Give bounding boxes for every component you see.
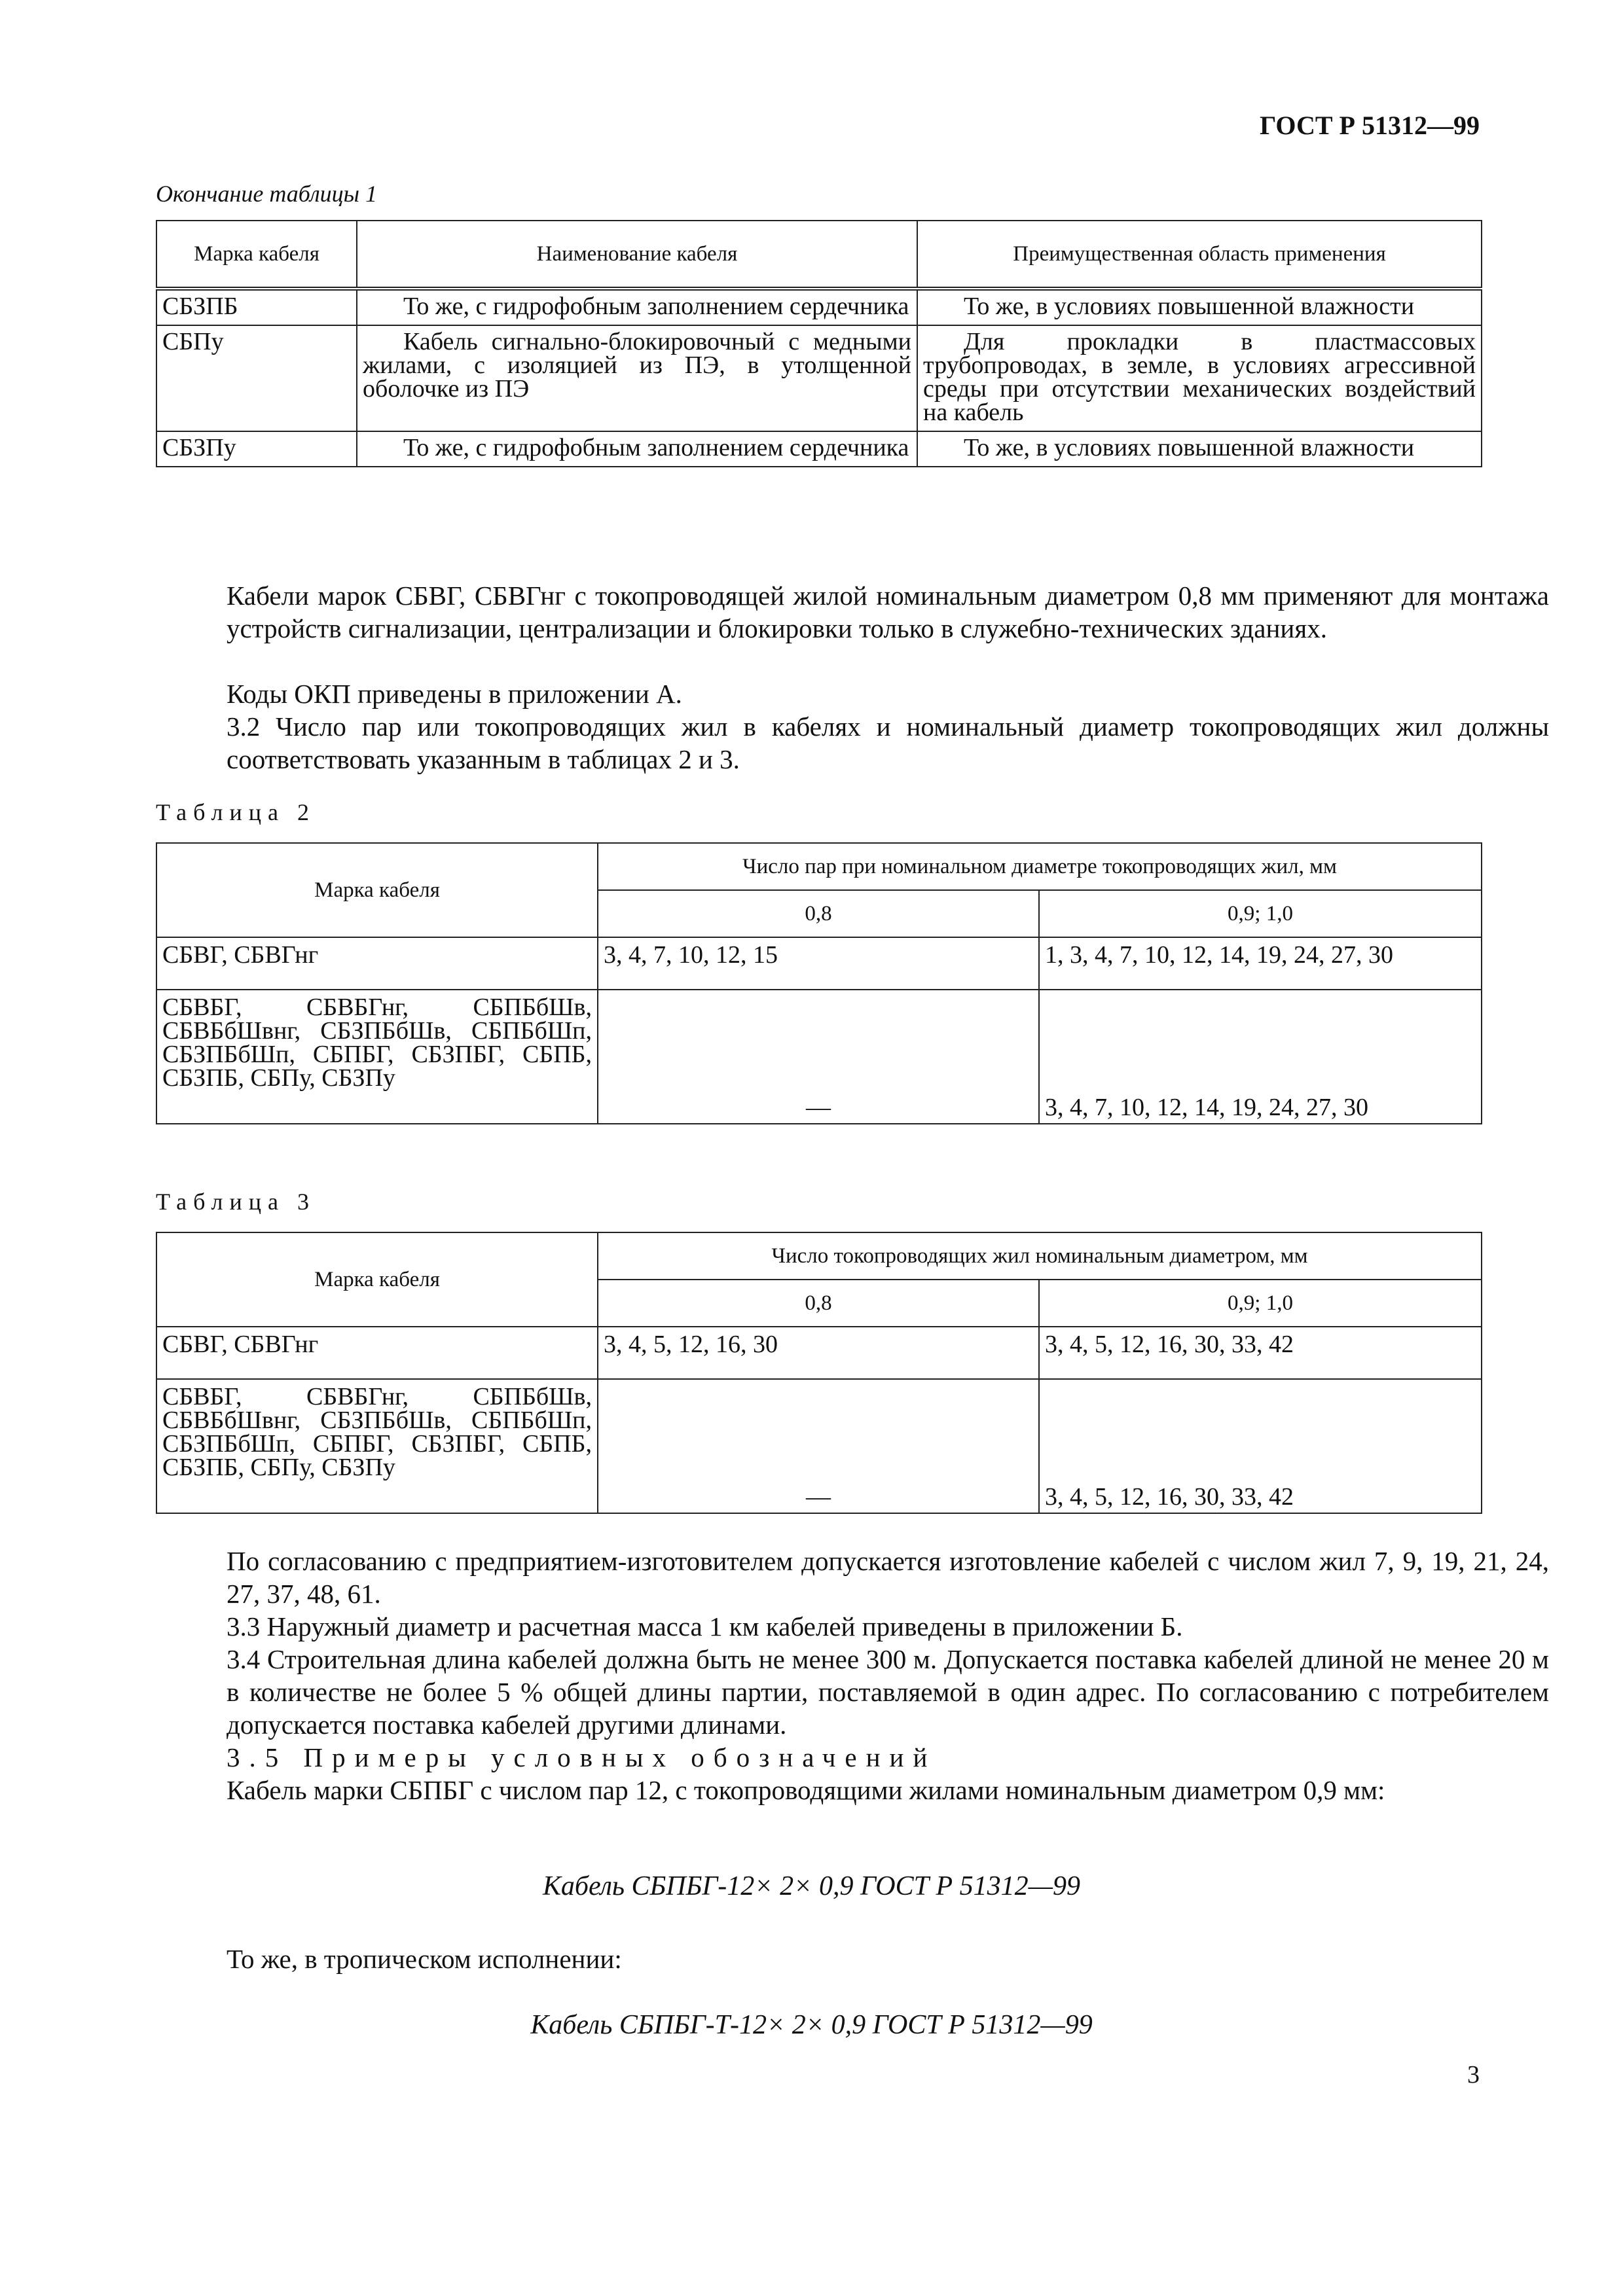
table3-subheader-0-8: 0,8 xyxy=(598,1280,1039,1327)
table1-cell: То же, с гидрофобным заполнением сердечника xyxy=(357,431,917,467)
table2-cell: 3, 4, 7, 10, 12, 14, 19, 24, 27, 30 xyxy=(1039,990,1482,1124)
paragraph-3-4: 3.4 Строительная длина кабелей должна быть не менее 300 м. Допускается поставка кабелей длиной не менее 20 м в количестве не более 5 % общей длины партии, поставляемой в один адрес. По согласованию с потребителем допускается поставка кабелей другими длинами. xyxy=(227,1644,1549,1740)
table3-cell: 3, 4, 5, 12, 16, 30, 33, 42 xyxy=(1039,1379,1482,1513)
table2-cell: СБВГ, СБВГнг xyxy=(156,937,598,990)
table1-caption: Окончание таблицы 1 xyxy=(156,181,378,207)
table3-cell: 3, 4, 5, 12, 16, 30, 33, 42 xyxy=(1039,1327,1482,1379)
page-number: 3 xyxy=(1467,2061,1480,2089)
table2-cell: — xyxy=(598,990,1039,1124)
table1-cell: То же, в условиях повышенной влажности xyxy=(917,431,1482,467)
table-row xyxy=(156,325,1482,431)
designation-example-1: Кабель СБПБГ-12× 2× 0,9 ГОСТ Р 51312—99 xyxy=(542,1871,1081,1901)
table3-caption: Таблица 3 xyxy=(156,1189,316,1215)
paragraph-3-5-heading: 3.5 Примеры условных обозначений xyxy=(227,1742,937,1772)
table2-cell: 3, 4, 7, 10, 12, 15 xyxy=(598,937,1039,990)
paragraph-example-intro: Кабель марки СБПБГ с числом пар 12, с токопроводящими жилами номинальным диаметром 0,9 мм: xyxy=(227,1775,1385,1805)
table2-caption: Таблица 2 xyxy=(156,799,316,825)
table2-header-brand: Марка кабеля xyxy=(156,843,598,937)
table-row xyxy=(156,289,1482,325)
paragraph-tropical: То же, в тропическом исполнении: xyxy=(227,1944,622,1974)
table2-cell: 1, 3, 4, 7, 10, 12, 14, 19, 24, 27, 30 xyxy=(1039,937,1482,990)
designation-example-2: Кабель СБПБГ-Т-12× 2× 0,9 ГОСТ Р 51312—99 xyxy=(530,2010,1093,2040)
paragraph-conductor-count: По согласованию с предприятием-изготовителем допускается изготовление кабелей с числом жил 7, 9, 19, 21, 24, 27, 37, 48, 61. xyxy=(227,1546,1549,1609)
table3-header-brand: Марка кабеля xyxy=(156,1232,598,1327)
table-1 xyxy=(156,220,1482,467)
paragraph-3-3: 3.3 Наружный диаметр и расчетная масса 1 км кабелей приведены в приложении Б. xyxy=(227,1611,1183,1641)
table1-cell: То же, в условиях повышенной влажности xyxy=(917,289,1482,325)
table3-cell: СБВГ, СБВГнг xyxy=(156,1327,598,1379)
table1-header-application: Преимущественная область применения xyxy=(917,221,1482,289)
table2-cell: СБВБГ, СБВБГнг, СБПБбШв, СБВБбШвнг, СБЗПБбШв, СБПБбШп, СБЗПБбШп, СБПБГ, СБЗПБГ, СБПБ, СБЗПБ, СБПу, СБЗПу xyxy=(156,990,598,1124)
paragraph-cable-usage: Кабели марок СБВГ, СБВГнг с токопроводящей жилой номинальным диаметром 0,8 мм применяют для монтажа устройств сигнализации, централизации и блокировки только в служебно-технических зданиях. xyxy=(227,581,1549,643)
page-header-standard: ГОСТ Р 51312—99 xyxy=(1259,111,1480,140)
table1-header-name: Наименование кабеля xyxy=(357,221,917,289)
table-3 xyxy=(156,1232,1482,1514)
table1-cell: СБЗПБ xyxy=(156,289,357,325)
table-row xyxy=(156,990,1482,1124)
table3-cell: СБВБГ, СБВБГнг, СБПБбШв, СБВБбШвнг, СБЗПБбШв, СБПБбШп, СБЗПБбШп, СБПБГ, СБЗПБГ, СБПБ, СБЗПБ, СБПу, СБЗПу xyxy=(156,1379,598,1513)
table-row xyxy=(156,937,1482,990)
table3-subheader-0-9-1-0: 0,9; 1,0 xyxy=(1039,1280,1482,1327)
table2-header-pairs: Число пар при номинальном диаметре токопроводящих жил, мм xyxy=(598,843,1482,890)
table3-cell: 3, 4, 5, 12, 16, 30 xyxy=(598,1327,1039,1379)
table-row xyxy=(156,1379,1482,1513)
table1-header-brand: Марка кабеля xyxy=(156,221,357,289)
table1-cell: СБЗПу xyxy=(156,431,357,467)
table1-cell: Для прокладки в пластмассовых трубопроводах, в земле, в условиях агрессивной среды при отсутствии механических воздействий на кабель xyxy=(917,325,1482,431)
table2-subheader-0-9-1-0: 0,9; 1,0 xyxy=(1039,890,1482,937)
paragraph-3-2: 3.2 Число пар или токопроводящих жил в кабелях и номинальный диаметр токопроводящих жил должны соответствовать указанным в таблицах 2 и 3. xyxy=(227,711,1549,774)
table-2 xyxy=(156,842,1482,1124)
table1-cell: Кабель сигнально-блокировочный с медными жилами, с изоляцией из ПЭ, в утолщенной оболочке из ПЭ xyxy=(357,325,917,431)
paragraph-okp-codes: Коды ОКП приведены в приложении А. xyxy=(227,679,682,709)
table1-cell: СБПу xyxy=(156,325,357,431)
table-row xyxy=(156,1327,1482,1379)
table3-cell: — xyxy=(598,1379,1039,1513)
table1-cell: То же, с гидрофобным заполнением сердечника xyxy=(357,289,917,325)
table2-subheader-0-8: 0,8 xyxy=(598,890,1039,937)
table-row xyxy=(156,431,1482,467)
table3-header-conductors: Число токопроводящих жил номинальным диаметром, мм xyxy=(598,1232,1482,1280)
